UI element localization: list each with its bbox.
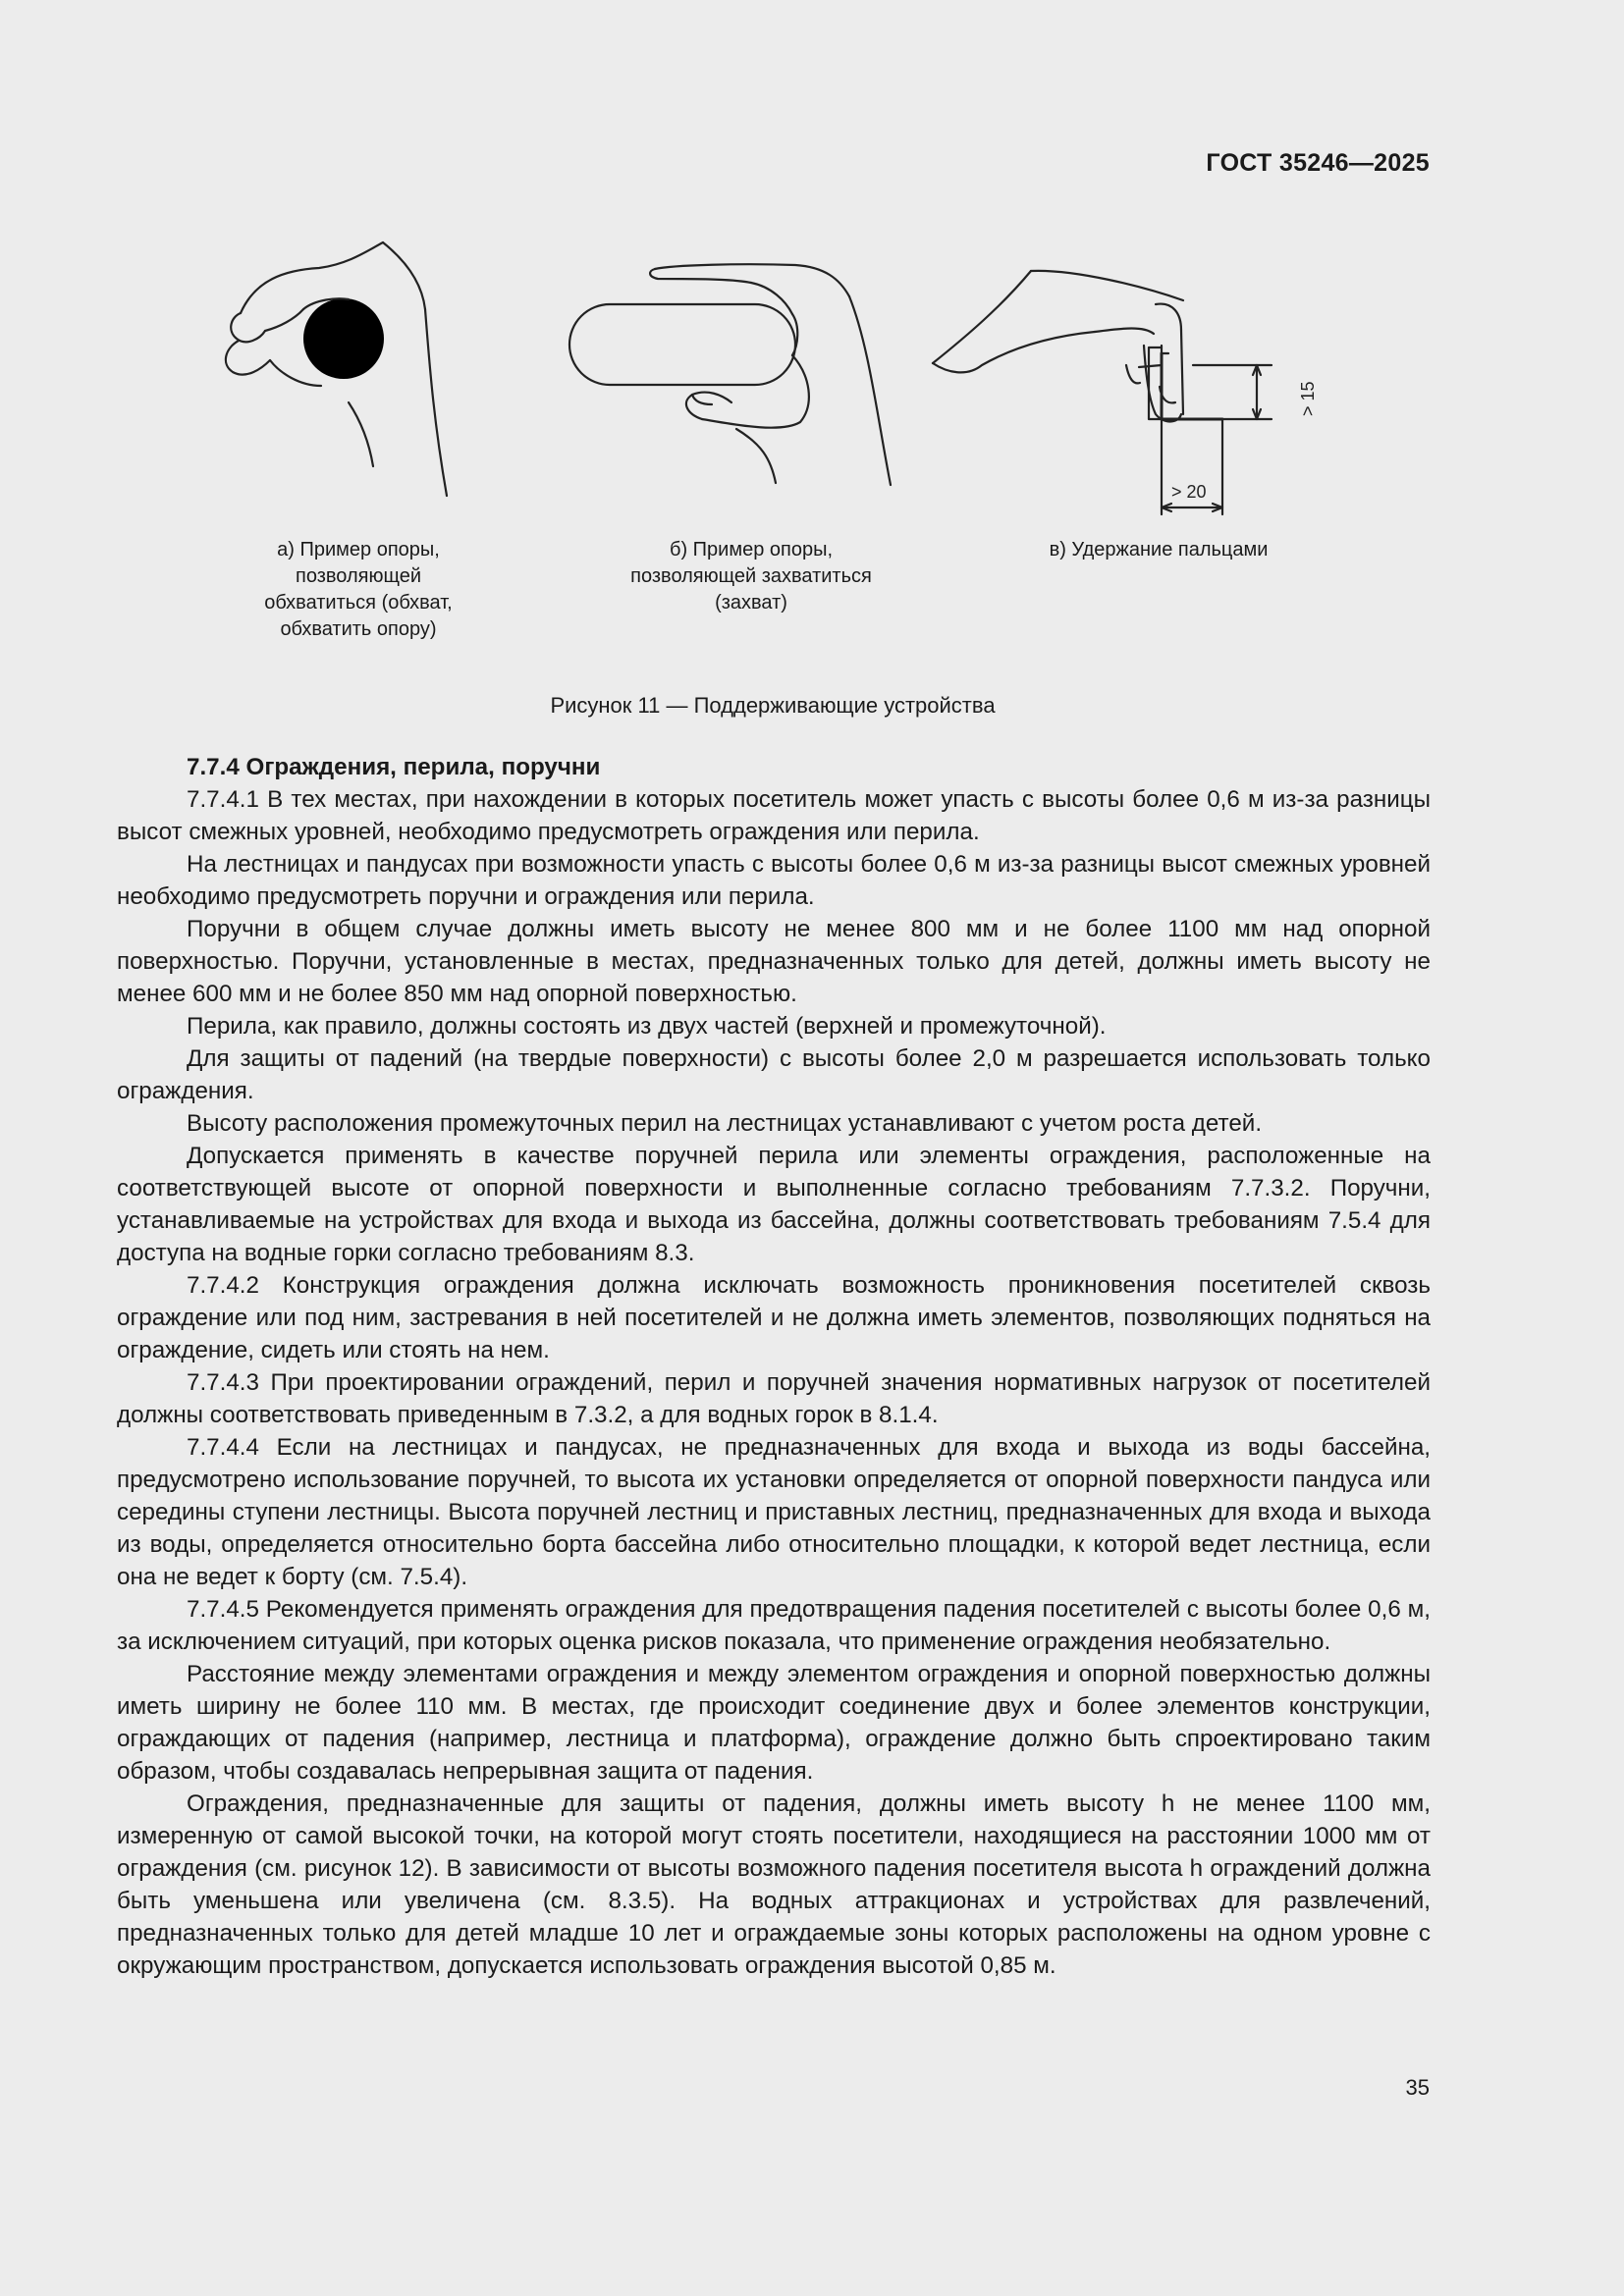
page-number: 35: [1405, 2075, 1430, 2100]
section-text: [117, 751, 1431, 1982]
grip-hold-illustration: [565, 257, 908, 493]
caption-c: в) Удержание пальцами: [1049, 539, 1269, 561]
grip-encircle-illustration: [211, 240, 466, 506]
paragraph: Поручни в общем случае должны иметь высоту не менее 800 мм и не более 1100 мм над опорной поверхностью. Поручни, установленные в местах, предназначенных только для детей, должны иметь высоту не менее 600 мм и не более 850 мм над опорной поверхностью.: [117, 916, 1431, 1007]
section-heading: 7.7.4 Ограждения, перила, поручни: [187, 754, 601, 780]
figure-11: [0, 0, 1624, 746]
paragraph: 7.7.4.3 При проектировании ограждений, перил и поручней значения нормативных нагрузок от посетителей должны соответствовать приведенным в 7.3.2, а для водных горок в 8.1.4.: [117, 1369, 1431, 1428]
finger-hold-illustration: [928, 257, 1340, 522]
paragraph: Для защиты от падений (на твердые поверхности) с высоты более 2,0 м разрешается использовать только ограждения.: [117, 1045, 1431, 1104]
caption-a: а) Пример опоры, позволяющей обхватиться (обхват, обхватить опору): [264, 539, 453, 640]
paragraph: Расстояние между элементами ограждения и между элементом ограждения и опорной поверхностью должны иметь ширину не более 110 мм. В местах, где происходит соединение двух и более элементов конструкции, ограждающих от падения (например, лестница и платформа), ограждение должно быть спроектировано таким образом, чтобы создавалась непрерывная защита от падения.: [117, 1661, 1431, 1785]
paragraph: 7.7.4.1 В тех местах, при нахождении в которых посетитель может упасть с высоты более 0,6 м из-за разницы высот смежных уровней, необходимо предусмотреть ограждения или перила.: [117, 786, 1431, 845]
dimension-height-label: > 15: [1298, 381, 1318, 416]
paragraph: 7.7.4.2 Конструкция ограждения должна исключать возможность проникновения посетителей сквозь ограждение или под ним, застревания в ней посетителей и не должна иметь элементов, позволяющих подняться на ограждение, сидеть или стоять на нем.: [117, 1272, 1431, 1363]
paragraph: Ограждения, предназначенные для защиты от падения, должны иметь высоту h не менее 1100 мм, измеренную от самой высокой точки, на которой могут стоять посетители, находящиеся на расстоянии 1000 мм от ограждения (см. рисунок 12). В зависимости от высоты возможного падения посетителя высота h ограждений должна быть уменьшена или увеличена (см. 8.3.5). На водных аттракционах и устройствах для развлечений, предназначенных только для детей младше 10 лет и ограждаемые зоны которых расположены на одном уровне с окружающим пространством, допускается использовать ограждения высотой 0,85 м.: [117, 1790, 1431, 1979]
paragraph: 7.7.4.5 Рекомендуется применять ограждения для предотвращения падения посетителей с высоты более 0,6 м, за исключением ситуаций, при которых оценка рисков показала, что применение ограждения необязательно.: [117, 1596, 1431, 1655]
paragraph: Высоту расположения промежуточных перил на лестницах устанавливают с учетом роста детей.: [187, 1110, 1263, 1137]
paragraph: Допускается применять в качестве поручней перила или элементы ограждения, расположенные на соответствующей высоте от опорной поверхности и выполненные согласно требованиям 7.7.3.2. Поручни, устанавливаемые на устройствах для входа и выхода из бассейна, должны соответствовать требованиям 7.5.4 для доступа на водные горки согласно требованиям 8.3.: [117, 1143, 1431, 1266]
paragraph: 7.7.4.4 Если на лестницах и пандусах, не предназначенных для входа и выхода из воды бассейна, предусмотрено использование поручней, то высота их установки определяется от опорной поверхности пандуса или середины ступени лестницы. Высота поручней лестниц и приставных лестниц, предназначенных для входа и выхода из воды, определяется относительно борта бассейна либо относительно площадки, к которой ведет лестница, если она не ведет к борту (см. 7.5.4).: [117, 1434, 1431, 1590]
document-code: ГОСТ 35246—2025: [1206, 149, 1430, 177]
dimension-width-label: > 20: [1171, 482, 1207, 502]
paragraph: Перила, как правило, должны состоять из двух частей (верхней и промежуточной).: [187, 1013, 1107, 1040]
paragraph: На лестницах и пандусах при возможности упасть с высоты более 0,6 м из-за разницы высот смежных уровней необходимо предусмотреть поручни и ограждения или перила.: [117, 851, 1431, 910]
figure-title: Рисунок 11 — Поддерживающие устройства: [550, 693, 996, 718]
caption-b: б) Пример опоры, позволяющей захватиться (захват): [630, 539, 872, 614]
